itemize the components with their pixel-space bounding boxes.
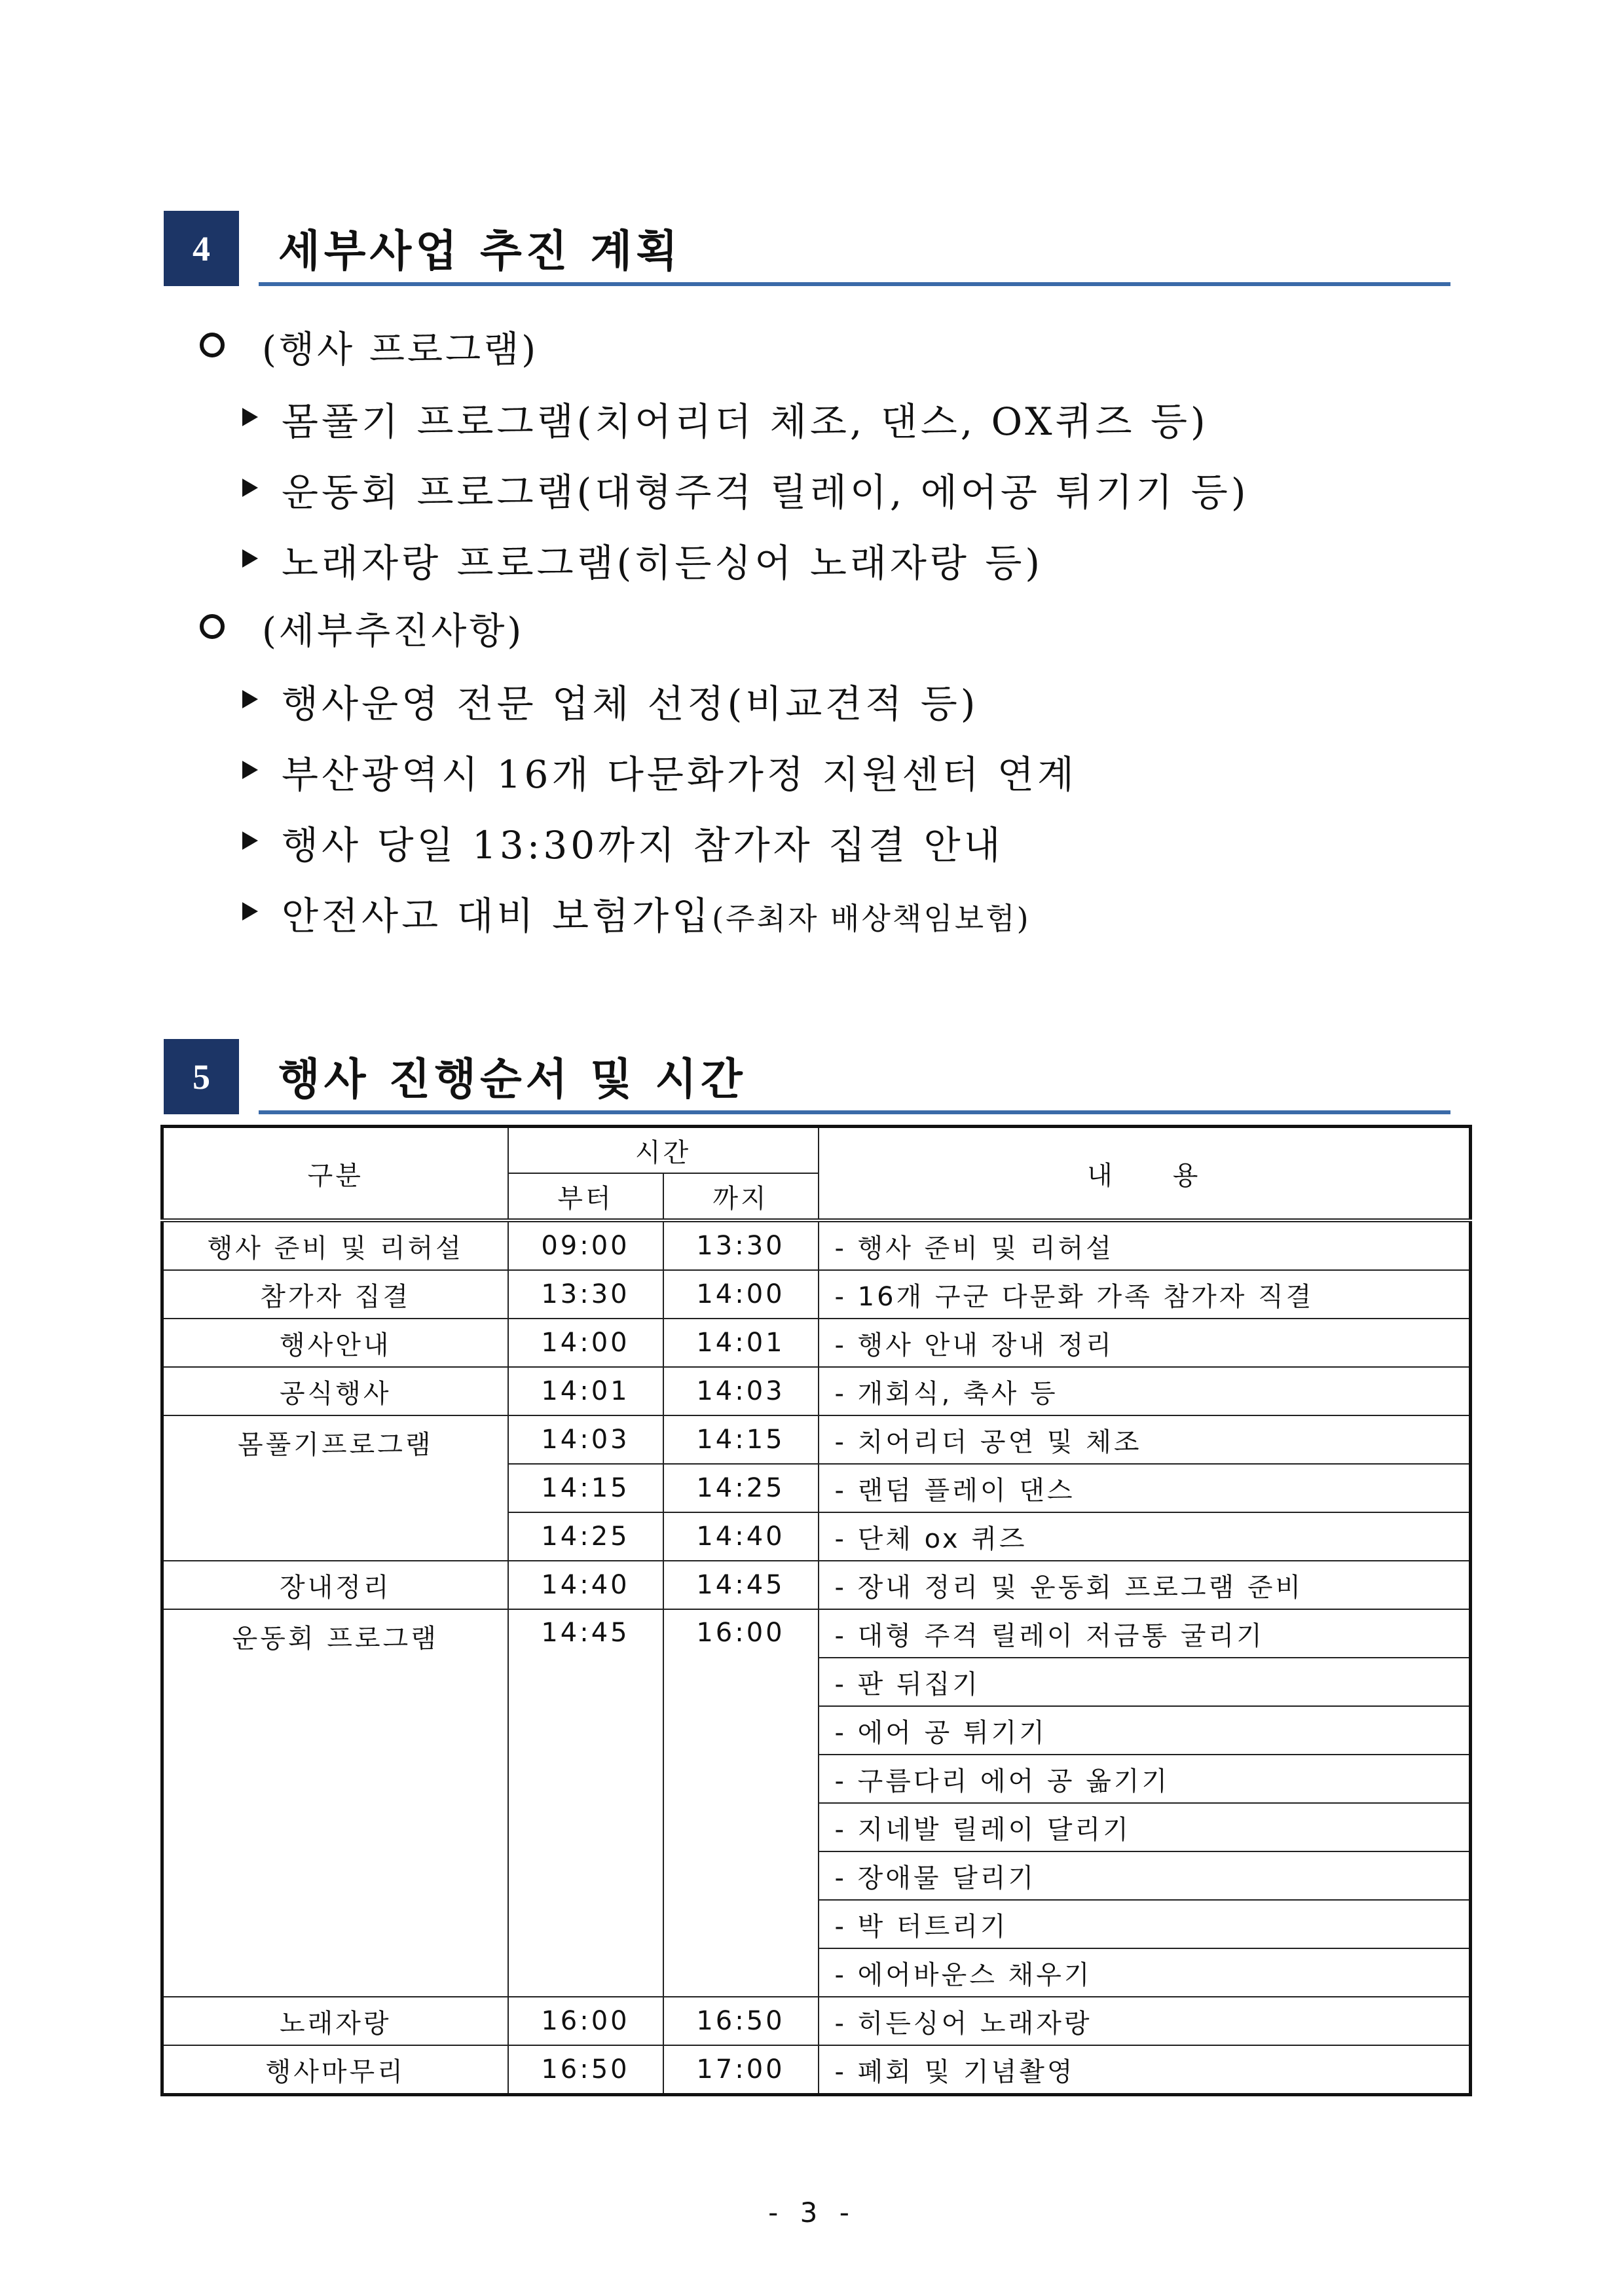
- header-from: 부터: [508, 1173, 663, 1220]
- table-row: 참가자 집결 13:30 14:00 - 16개 구군 다문화 가족 참가자 직결: [162, 1270, 1471, 1319]
- header-to: 까지: [663, 1173, 819, 1220]
- triangle-bullet-icon: [242, 408, 258, 426]
- group-2-label: (세부추진사항): [262, 610, 525, 653]
- section-5-underline: [259, 1110, 1450, 1114]
- insurance-note: (주최자 배상책임보험): [712, 901, 1031, 936]
- section-4-number: 4: [164, 211, 239, 286]
- circle-bullet-icon: [200, 614, 225, 639]
- section-4-underline: [259, 282, 1450, 286]
- table-row: 운동회 프로그램 14:45 16:00 - 대형 주걱 릴레이 저금통 굴리기: [162, 1609, 1471, 1658]
- schedule-table: [160, 1125, 1472, 2096]
- table-row: - 박 터트리기: [162, 1900, 1471, 1948]
- section-4-title: 세부사업 추진 계획: [278, 226, 682, 276]
- table-row: 행사안내 14:00 14:01 - 행사 안내 장내 정리: [162, 1319, 1471, 1367]
- table-row: - 구름다리 에어 공 옮기기: [162, 1755, 1471, 1803]
- table-row: 몸풀기프로그램 14:03 14:15 - 치어리더 공연 및 체조: [162, 1415, 1471, 1464]
- page-number: - 3 -: [768, 2196, 856, 2229]
- triangle-bullet-icon: [242, 479, 258, 497]
- section-5-number: 5: [164, 1039, 239, 1114]
- table-row: 노래자랑 16:00 16:50 - 히든싱어 노래자랑: [162, 1997, 1471, 2045]
- table-row: - 판 뒤집기: [162, 1658, 1471, 1706]
- triangle-bullet-icon: [242, 902, 258, 920]
- group-1-label: (행사 프로그램): [262, 329, 539, 371]
- table-row: 행사마무리 16:50 17:00 - 폐회 및 기념촬영: [162, 2045, 1471, 2095]
- table-row: 14:25 14:40 - 단체 ox 퀴즈: [162, 1512, 1471, 1561]
- triangle-bullet-icon: [242, 549, 258, 568]
- table-row: - 지네발 릴레이 달리기: [162, 1803, 1471, 1851]
- triangle-bullet-icon: [242, 761, 258, 779]
- section-5-header: [164, 1039, 1450, 1114]
- triangle-bullet-icon: [242, 690, 258, 708]
- table-row: 공식행사 14:01 14:03 - 개회식, 축사 등: [162, 1367, 1471, 1415]
- section-4-header: [164, 211, 1450, 286]
- header-category: 구분: [162, 1127, 508, 1221]
- table-row: - 에어 공 튀기기: [162, 1706, 1471, 1755]
- table-row: 14:15 14:25 - 랜덤 플레이 댄스: [162, 1464, 1471, 1512]
- triangle-bullet-icon: [242, 831, 258, 850]
- section-5-title: 행사 진행순서 및 시간: [278, 1054, 747, 1104]
- table-row: 행사 준비 및 리허설 09:00 13:30 - 행사 준비 및 리허설: [162, 1220, 1471, 1270]
- table-row: 장내정리 14:40 14:45 - 장내 정리 및 운동회 프로그램 준비: [162, 1561, 1471, 1609]
- header-content: 내 용: [819, 1127, 1471, 1221]
- header-time: 시간: [508, 1127, 819, 1174]
- table-row: - 장애물 달리기: [162, 1851, 1471, 1900]
- table-row: - 에어바운스 채우기: [162, 1948, 1471, 1997]
- circle-bullet-icon: [200, 333, 225, 357]
